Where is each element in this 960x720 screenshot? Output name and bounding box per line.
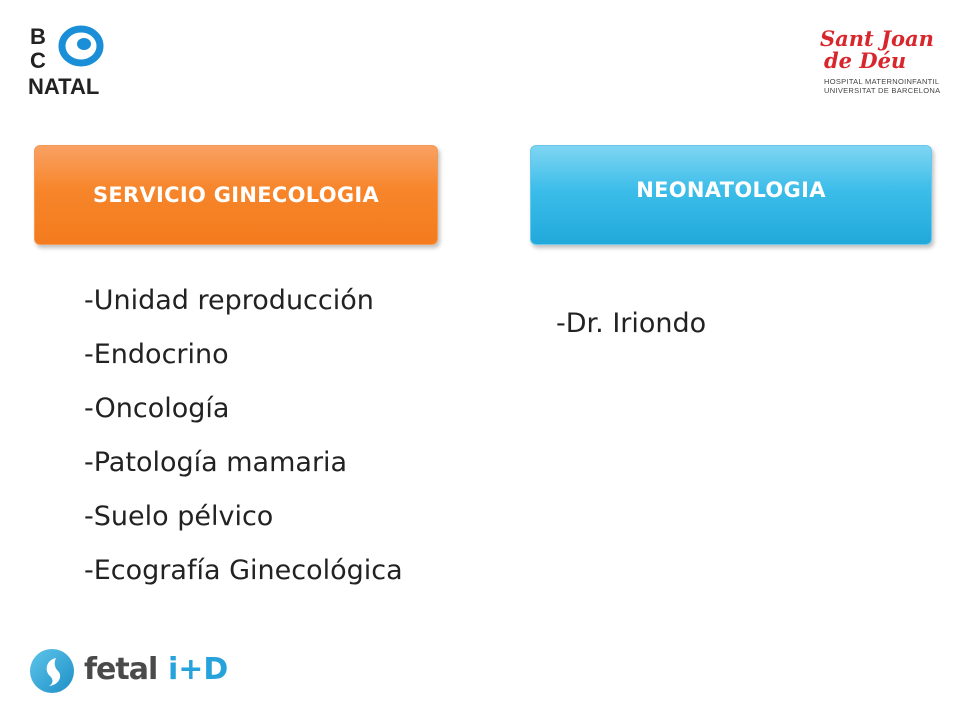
- neonatologia-title: NEONATOLOGIA: [636, 178, 826, 202]
- servicio-ginecologia-header: [34, 145, 438, 245]
- sjd-logo-subtitle2: UNIVERSITAT DE BARCELONA: [824, 86, 941, 95]
- fetal-id-logo: [30, 648, 230, 694]
- fetal-swirl-icon: [30, 649, 74, 693]
- list-item: -Suelo pélvico: [84, 501, 274, 532]
- bcn-natal-logo: [28, 24, 128, 98]
- bcn-ring-icon: [58, 24, 104, 68]
- fetal-logo-id: i+D: [168, 652, 229, 687]
- sjd-logo-line2: de Déu: [824, 48, 907, 73]
- sjd-logo-subtitle1: HOSPITAL MATERNOINFANTIL: [824, 77, 940, 86]
- list-item: -Patología mamaria: [84, 447, 348, 478]
- ginecologia-units-list: [84, 274, 403, 598]
- bcn-logo-natal: NATAL: [28, 74, 100, 99]
- servicio-ginecologia-title: SERVICIO GINECOLOGIA: [92, 183, 380, 207]
- neonatologia-header: [530, 145, 932, 245]
- bcn-logo-letter-c: C: [30, 48, 47, 73]
- list-item: -Oncología: [84, 393, 230, 424]
- list-item: -Endocrino: [84, 339, 229, 370]
- sjd-logo-line1: Sant Joan: [820, 26, 934, 51]
- neonatologia-item: -Dr. Iriondo: [556, 308, 707, 339]
- list-item: -Unidad reproducción: [84, 285, 374, 316]
- fetal-logo-word: fetal: [84, 652, 158, 687]
- bcn-logo-letter-b: B: [30, 24, 47, 49]
- sant-joan-de-deu-logo: [820, 28, 940, 100]
- list-item: -Ecografía Ginecológica: [84, 555, 403, 586]
- fetal-circle-icon: [30, 649, 74, 693]
